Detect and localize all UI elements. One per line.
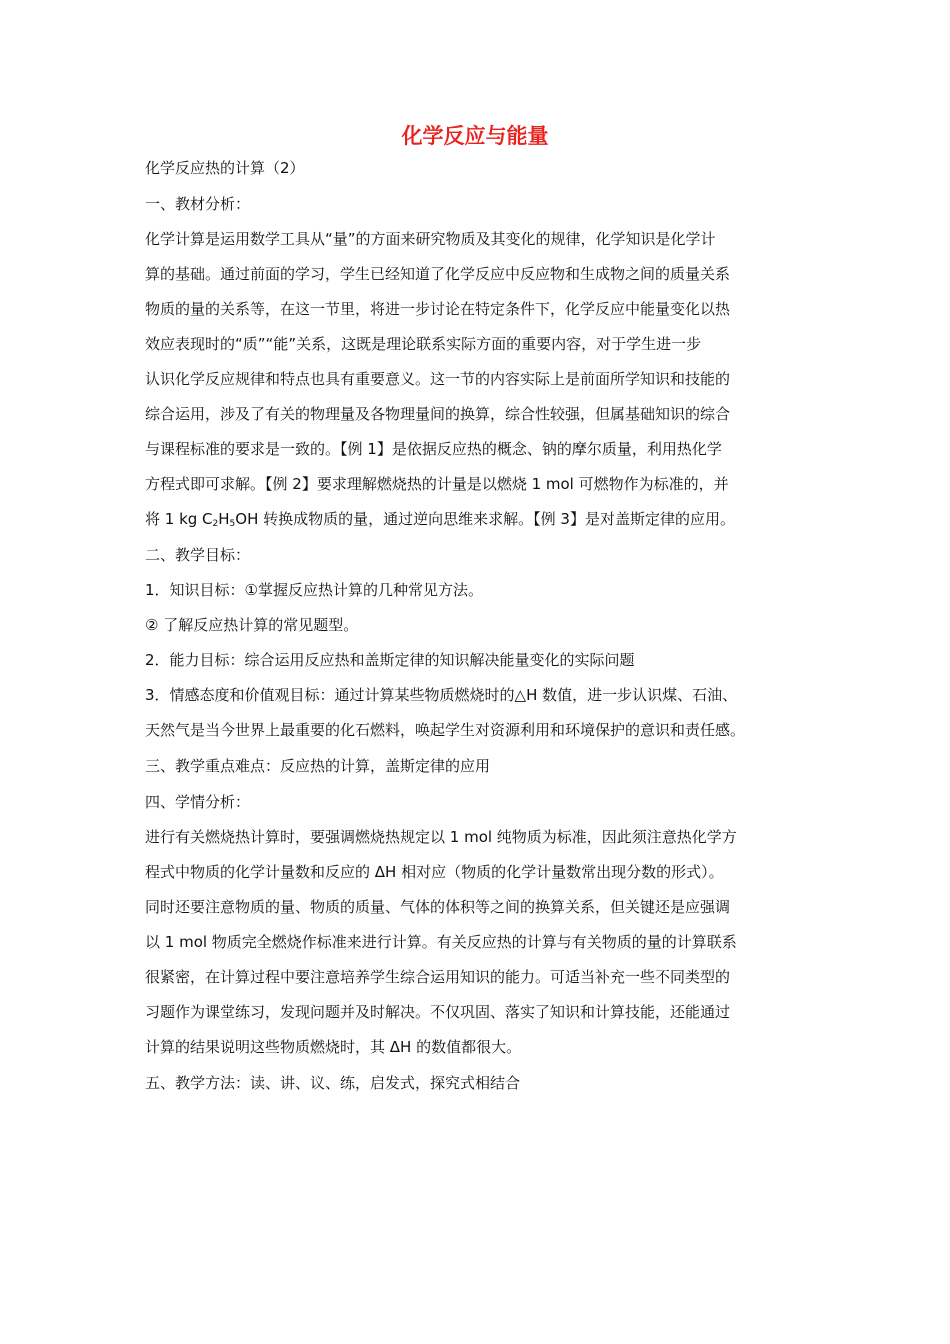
section-textbook-analysis — [145, 222, 810, 537]
formula-text-after: OH 转换成物质的量，通过逆向思维来求解。【例 3】是对盖斯定律的应用。 — [235, 510, 735, 528]
paragraph-line: 算的基础。通过前面的学习，学生已经知道了化学反应中反应物和生成物之间的质量关系 — [145, 265, 731, 283]
document-subtitle: 化学反应热的计算（2） — [145, 159, 305, 177]
formula-text-mid: H — [218, 510, 230, 528]
paragraph-line: 程式中物质的化学计量数和反应的 ΔH 相对应（物质的化学计量数常出现分数的形式）。 — [145, 863, 724, 881]
section-heading-textbook-analysis: 一、教材分析： — [145, 195, 251, 213]
section-heading-student-analysis: 四、学情分析： — [145, 793, 251, 811]
formula-subscript-2: 2 — [212, 519, 219, 529]
paragraph-line: 很紧密，在计算过程中要注意培养学生综合运用知识的能力。可适当补充一些不同类型的 — [145, 968, 731, 986]
paragraph-line: ② 了解反应热计算的常见题型。 — [145, 616, 359, 634]
paragraph-line-formula — [145, 502, 810, 537]
paragraph-line: 认识化学反应规律和特点也具有重要意义。这一节的内容实际上是前面所学知识和技能的 — [145, 370, 731, 388]
section-teaching-goals — [145, 573, 810, 748]
paragraph-line: 物质的量的关系等，在这一节里，将进一步讨论在特定条件下，化学反应中能量变化以热 — [145, 300, 731, 318]
section-teaching-methods: 五、教学方法：读、讲、议、练，启发式，探究式相结合 — [145, 1074, 521, 1092]
paragraph-line: 以 1 mol 物质完全燃烧作标准来进行计算。有关反应热的计算与有关物质的量的计算联系 — [145, 933, 737, 951]
paragraph-line: 化学计算是运用数学工具从“量”的方面来研究物质及其变化的规律，化学知识是化学计 — [145, 230, 716, 248]
paragraph-line: 2．能力目标：综合运用反应热和盖斯定律的知识解决能量变化的实际问题 — [145, 651, 635, 669]
document-title: 化学反应与能量 — [401, 124, 549, 148]
paragraph-line: 方程式即可求解。【例 2】要求理解燃烧热的计量是以燃烧 1 mol 可燃物作为标准的，并 — [145, 475, 729, 493]
paragraph-line: 效应表现时的“质”“能”关系，这既是理论联系实际方面的重要内容，对于学生进一步 — [145, 335, 702, 353]
paragraph-line: 综合运用，涉及了有关的物理量及各物理量间的换算，综合性较强，但属基础知识的综合 — [145, 405, 731, 423]
paragraph-line: 进行有关燃烧热计算时，要强调燃烧热规定以 1 mol 纯物质为标准，因此须注意热化学方 — [145, 828, 737, 846]
paragraph-line: 天然气是当今世界上最重要的化石燃料，唤起学生对资源利用和环境保护的意识和责任感。 — [145, 721, 746, 739]
section-key-points: 三、教学重点难点：反应热的计算，盖斯定律的应用 — [145, 757, 491, 775]
paragraph-line: 3．情感态度和价值观目标：通过计算某些物质燃烧时的△H 数值，进一步认识煤、石油、 — [145, 686, 738, 704]
paragraph-line: 习题作为课堂练习，发现问题并及时解决。不仅巩固、落实了知识和计算技能，还能通过 — [145, 1003, 731, 1021]
formula-subscript-5: 5 — [229, 519, 236, 529]
document-body — [145, 150, 810, 1101]
section-student-analysis — [145, 820, 810, 1065]
paragraph-line: 1．知识目标：①掌握反应热计算的几种常见方法。 — [145, 581, 483, 599]
formula-text-before: 将 1 kg C — [145, 510, 213, 528]
section-heading-teaching-goals: 二、教学目标： — [145, 546, 251, 564]
paragraph-line: 计算的结果说明这些物质燃烧时，其 ΔH 的数值都很大。 — [145, 1038, 522, 1056]
paragraph-line: 与课程标准的要求是一致的。【例 1】是依据反应热的概念、钠的摩尔质量，利用热化学 — [145, 440, 722, 458]
paragraph-line: 同时还要注意物质的量、物质的质量、气体的体积等之间的换算关系，但关键还是应强调 — [145, 898, 731, 916]
